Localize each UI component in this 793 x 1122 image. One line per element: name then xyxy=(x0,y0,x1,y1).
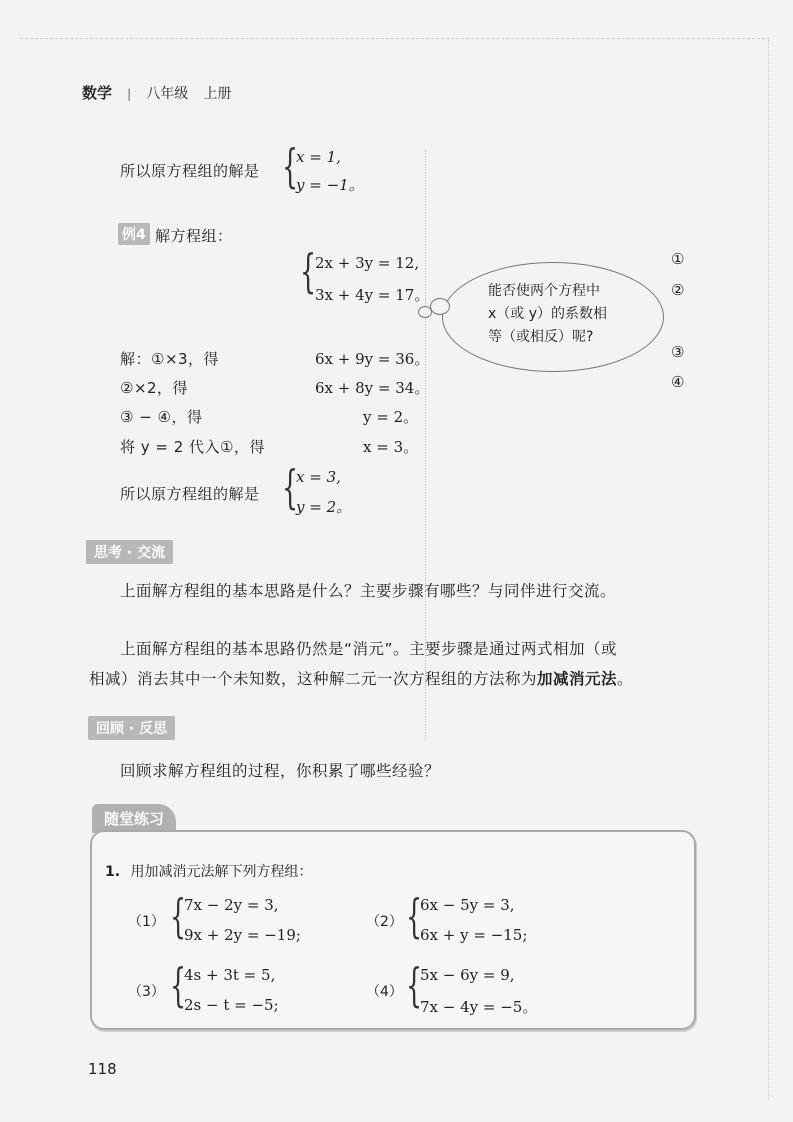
step-2-label: ②×2，得 xyxy=(120,379,189,397)
running-header xyxy=(82,82,231,103)
problem-3-brace: { xyxy=(170,958,187,1012)
answer-brace: { xyxy=(282,460,299,514)
problem-2-label: （2） xyxy=(366,914,403,930)
right-edge-mark xyxy=(768,40,770,1100)
page-number: 118 xyxy=(88,1060,117,1078)
problem-4-eq1: 5x − 6y = 9, xyxy=(420,966,515,984)
problem-4-label: （4） xyxy=(366,984,403,1000)
step-4-label: 将 y = 2 代入①，得 xyxy=(120,438,266,456)
system-eq1: 2x + 3y = 12, xyxy=(315,254,420,272)
think-para-text: 相减）消去其中一个未知数，这种解二元一次方程组的方法称为 xyxy=(89,670,538,688)
step-3-eq: y = 2。 xyxy=(363,408,419,426)
problem-1-eq1: 7x − 2y = 3, xyxy=(184,896,279,914)
bubble-dot-large xyxy=(430,298,450,315)
marker-3: ③ xyxy=(671,343,685,361)
header-subject: 数学 xyxy=(82,84,113,102)
think-tag: 思考 · 交流 xyxy=(86,540,173,564)
practice-instruction xyxy=(105,861,313,881)
think-question: 上面解方程组的基本思路是什么？主要步骤有哪些？与同伴进行交流。 xyxy=(120,582,617,600)
system-eq2: 3x + 4y = 17。 xyxy=(315,286,430,304)
review-tag: 回顾 · 反思 xyxy=(88,716,175,740)
problem-3-eq1: 4s + 3t = 5, xyxy=(184,966,276,984)
step-1-label: 解：①×3，得 xyxy=(120,350,220,368)
problem-2-eq1: 6x − 5y = 3, xyxy=(420,896,515,914)
answer-eq2: y = 2。 xyxy=(296,498,352,516)
example4-title: 解方程组： xyxy=(155,227,233,245)
think-para-end: 。 xyxy=(617,670,634,688)
bubble-line-2: x（或 y）的系数相 xyxy=(488,306,608,322)
header-separator: | xyxy=(127,87,132,101)
problem-2-brace: { xyxy=(406,889,423,943)
top-solution-label: 所以原方程组的解是 xyxy=(120,162,260,180)
top-brace: { xyxy=(282,139,299,193)
bubble-line-3: 等（或相反）呢? xyxy=(488,329,594,345)
marker-4: ④ xyxy=(671,373,685,391)
practice-tab: 随堂练习 xyxy=(92,804,176,833)
problem-4-eq2: 7x − 4y = −5。 xyxy=(420,998,538,1016)
problem-1-label: （1） xyxy=(128,914,165,930)
example4-tag: 例4 xyxy=(118,223,150,245)
problem-3-label: （3） xyxy=(128,984,165,1000)
answer-label: 所以原方程组的解是 xyxy=(120,485,260,503)
answer-eq1: x = 3, xyxy=(296,468,341,486)
top-eq1: x = 1, xyxy=(296,148,341,166)
review-text: 回顾求解方程组的过程，你积累了哪些经验？ xyxy=(120,762,441,780)
system-brace: { xyxy=(300,244,317,298)
header-volume: 上册 xyxy=(203,86,232,102)
bubble-line-1: 能否使两个方程中 xyxy=(488,283,600,299)
problem-4-brace: { xyxy=(406,958,423,1012)
step-4-eq: x = 3。 xyxy=(363,438,419,456)
header-grade: 八年级 xyxy=(146,86,189,102)
think-para-line1: 上面解方程组的基本思路仍然是“消元”。主要步骤是通过两式相加（或 xyxy=(120,640,618,658)
problem-1-eq2: 9x + 2y = −19; xyxy=(184,926,301,944)
term-elimination: 加减消元法 xyxy=(537,670,618,688)
marker-2: ② xyxy=(671,281,685,299)
top-eq2: y = −1。 xyxy=(296,176,364,194)
think-para-line2 xyxy=(89,667,633,689)
step-1-eq: 6x + 9y = 36。 xyxy=(315,350,430,368)
top-rule xyxy=(20,38,770,39)
problem-1-brace: { xyxy=(170,889,187,943)
problem-3-eq2: 2s − t = −5; xyxy=(184,996,279,1014)
marker-1: ① xyxy=(671,250,685,268)
practice-instruction-text: 用加减消元法解下列方程组： xyxy=(130,864,313,880)
problem-2-eq2: 6x + y = −15; xyxy=(420,926,528,944)
step-3-label: ③ − ④，得 xyxy=(120,408,203,426)
step-2-eq: 6x + 8y = 34。 xyxy=(315,379,430,397)
bubble-text xyxy=(488,280,648,349)
practice-number: 1. xyxy=(105,864,121,880)
